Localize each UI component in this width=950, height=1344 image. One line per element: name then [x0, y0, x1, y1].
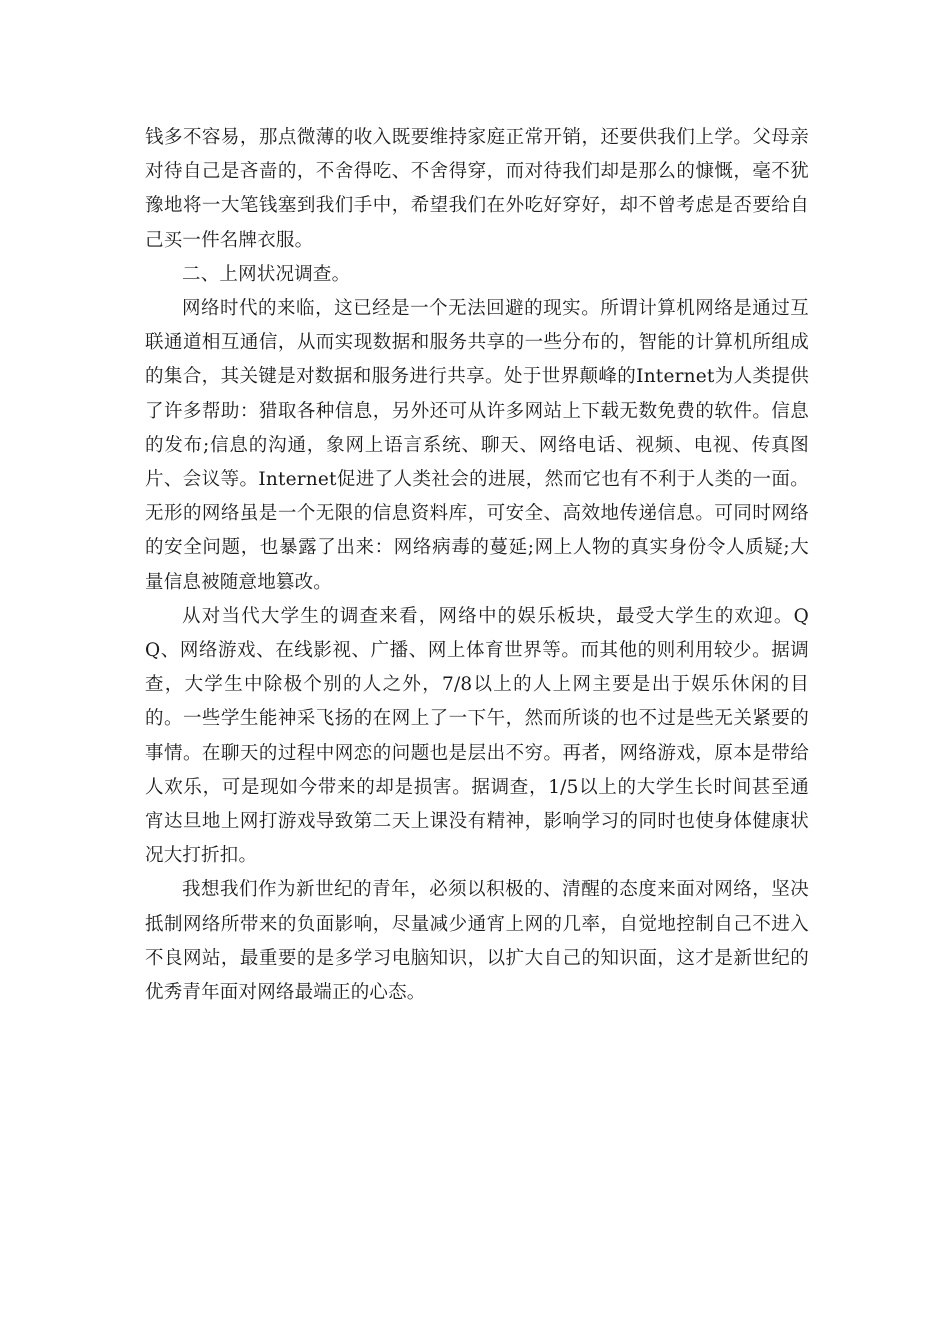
document-body: [145, 121, 809, 1010]
paragraph-conclusion: 我想我们作为新世纪的青年，必须以积极的、清醒的态度来面对网络，坚决抵制网络所带来的负面影响，尽量减少通宵上网的几率，自觉地控制自己不进入不良网站，最重要的是多学习电脑知识，以扩大自己的知识面，这才是新世纪的优秀青年面对网络最端正的心态。: [145, 879, 809, 1004]
paragraph-network-era: 网络时代的来临，这已经是一个无法回避的现实。所谓计算机网络是通过互联通道相互通信，从而实现数据和服务共享的一些分布的，智能的计算机所组成的集合，其关键是对数据和服务进行共享。处于世界颠峰的Internet为人类提供了许多帮助：猎取各种信息，另外还可从许多网站上下载无数免费的软件。信息的发布;信息的沟通，象网上语言系统、聊天、网络电话、视频、电视、传真图片、会议等。Internet促进了人类社会的进展，然而它也有不利于人类的一面。无形的网络虽是一个无限的信息资料库，可安全、高效地传递信息。可同时网络的安全问题，也暴露了出来：网络病毒的蔓延;网上人物的真实身份令人质疑;大量信息被随意地篡改。: [145, 298, 809, 593]
paragraph-parents-expenses: 钱多不容易，那点微薄的收入既要维持家庭正常开销，还要供我们上学。父母亲对待自己是吝啬的，不舍得吃、不舍得穿，而对待我们却是那么的慷慨，毫不犹豫地将一大笔钱塞到我们手中，希望我们在外吃好穿好，却不曾考虑是否要给自己买一件名牌衣服。: [145, 127, 809, 251]
section-heading-internet-survey: 二、上网状况调查。: [182, 263, 351, 285]
paragraph-student-survey: 从对当代大学生的调查来看，网络中的娱乐板块，最受大学生的欢迎。QQ、网络游戏、在线影视、广播、网上体育世界等。而其他的则利用较少。据调查，大学生中除极个别的人之外，7/8以上的人上网主要是出于娱乐休闲的目的。一些学生能神采飞扬的在网上了一下午，然而所谈的也不过是些无关紧要的事情。在聊天的过程中网恋的问题也是层出不穷。再者，网络游戏，原本是带给人欢乐，可是现如今带来的却是损害。据调查，1/5以上的大学生长时间甚至通宵达旦地上网打游戏导致第二天上课没有精神，影响学习的同时也使身体健康状况大打折扣。: [145, 605, 809, 867]
